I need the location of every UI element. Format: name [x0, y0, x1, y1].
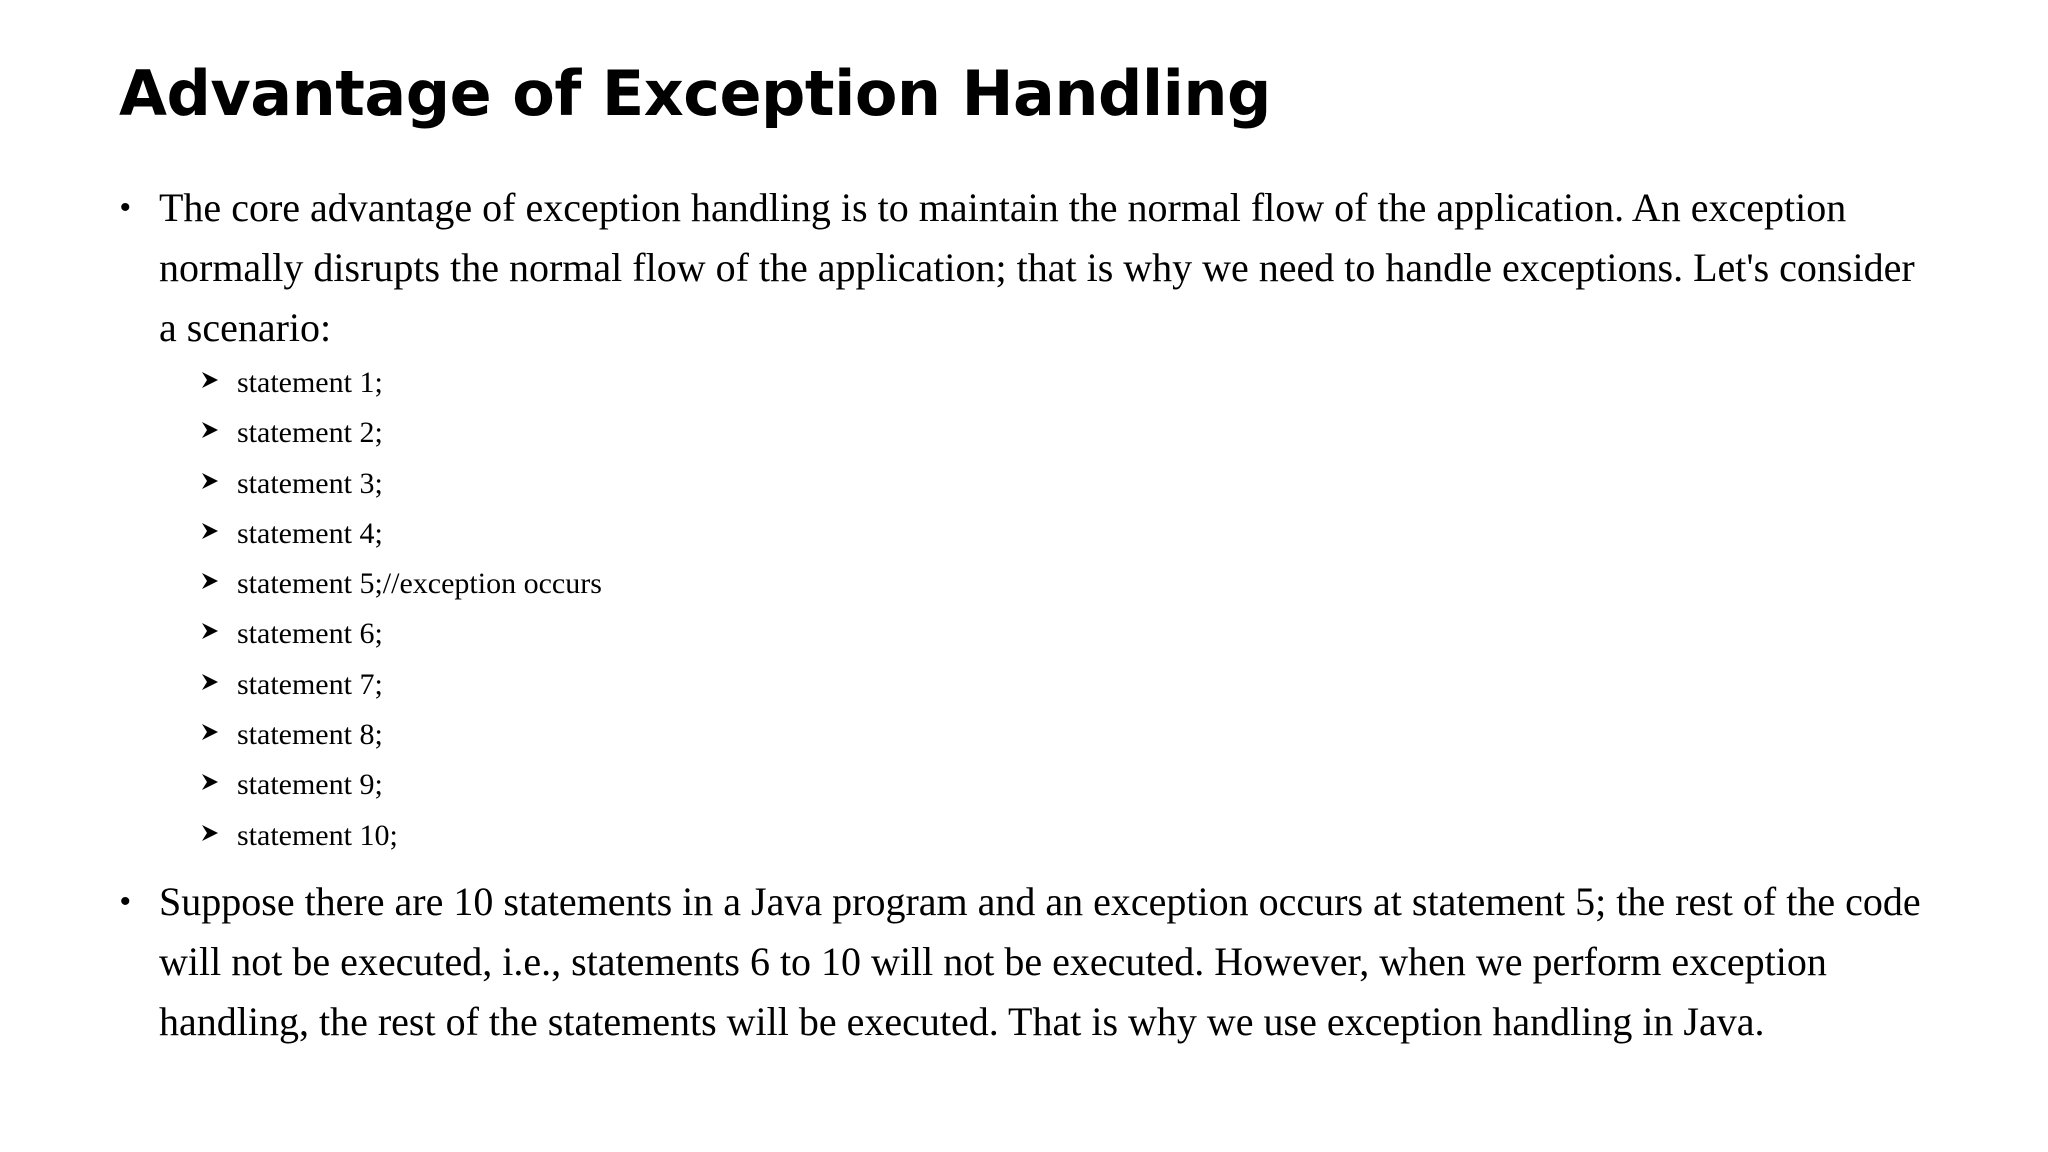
bullet-item [120, 872, 1920, 1052]
statement-text: statement 6; [237, 617, 383, 651]
statement-text: statement 3; [237, 466, 383, 500]
bullet-dot-icon: • [120, 885, 131, 918]
statement-text: statement 10; [237, 818, 398, 852]
bullet-dot-icon: • [120, 191, 131, 224]
statement-item [200, 710, 602, 760]
bullet-row [120, 872, 1920, 1052]
bullet-text: The core advantage of exception handling is to maintain the normal flow of the application. An exception normally disrupts the normal flow of the application; that is why we need to handle exceptions. Let's consider a scenario: [159, 185, 1915, 350]
statement-text: statement 4; [237, 516, 383, 550]
statement-text: statement 2; [237, 416, 383, 450]
bullet-item [120, 178, 1920, 358]
statement-text: statement 7; [237, 667, 383, 701]
statement-item [200, 609, 602, 659]
arrowhead-icon [200, 722, 220, 742]
statement-text: statement 8; [237, 718, 383, 752]
arrowhead-icon [200, 672, 220, 692]
slide-title: Advantage of Exception Handling [119, 57, 1271, 130]
arrowhead-icon [200, 772, 220, 792]
statement-item [200, 559, 602, 609]
statement-item [200, 760, 602, 810]
arrowhead-icon [200, 420, 220, 440]
statement-item [200, 358, 602, 408]
arrowhead-icon [200, 621, 220, 641]
statement-item [200, 811, 602, 861]
statement-item [200, 509, 602, 559]
statement-text: statement 9; [237, 768, 383, 802]
statement-item [200, 660, 602, 710]
arrowhead-icon [200, 571, 220, 591]
arrowhead-icon [200, 823, 220, 843]
statement-text: statement 1; [237, 366, 383, 399]
statement-text: statement 5;//exception occurs [237, 567, 602, 601]
bullet-row [120, 178, 1920, 358]
arrowhead-icon [200, 471, 220, 491]
statement-list [200, 358, 602, 861]
arrowhead-icon [200, 521, 220, 541]
bullet-text: Suppose there are 10 statements in a Java program and an exception occurs at statement 5; the rest of the code will not be executed, i.e., statements 6 to 10 will not be executed. However, when we perform exception handling, the rest of the statements will be executed. That is why we use exception handling in Java. [159, 879, 1921, 1044]
statement-item [200, 459, 602, 509]
statement-item [200, 408, 602, 458]
arrowhead-icon [200, 370, 220, 390]
